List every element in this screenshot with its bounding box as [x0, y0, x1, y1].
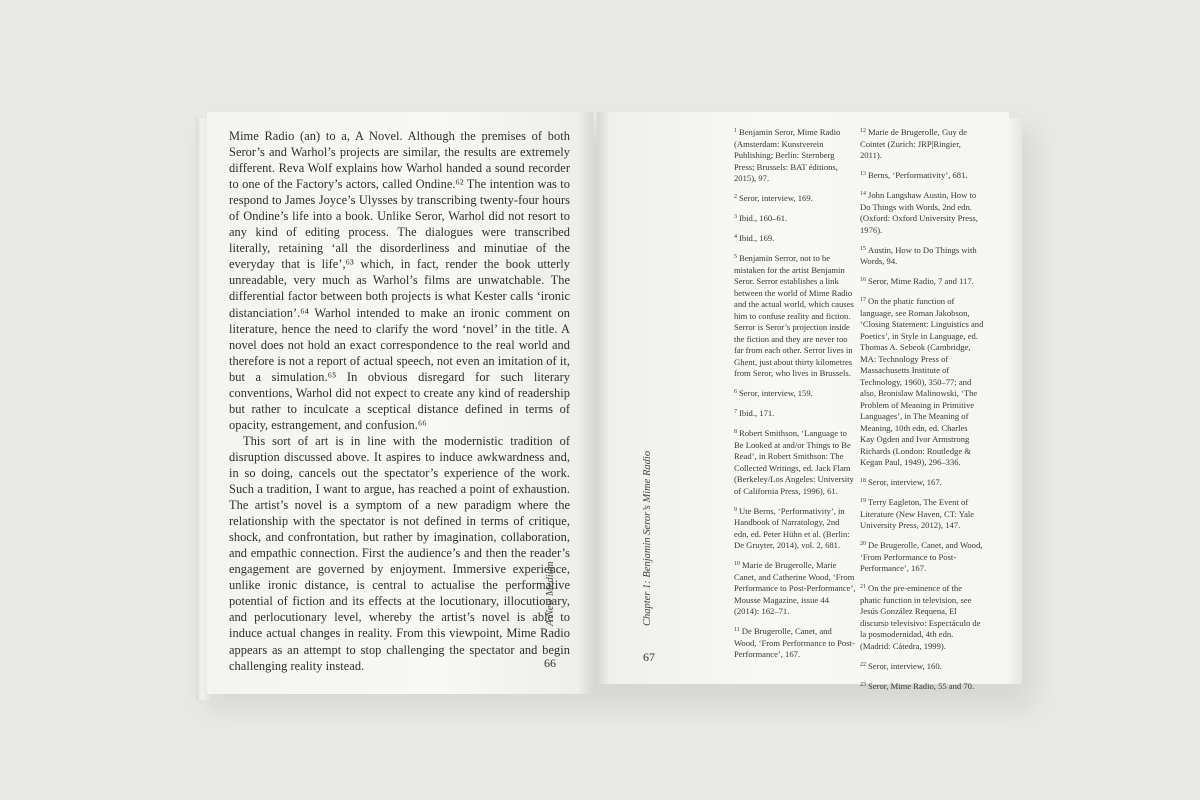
endnote — [734, 625, 856, 661]
endnote-text: Ibid., 169. — [739, 233, 775, 243]
endnote — [860, 244, 984, 268]
endnote-text: Austin, How to Do Things with Words, 94. — [860, 244, 977, 266]
endnote — [734, 559, 856, 618]
running-head-left: A New Medium — [545, 561, 556, 626]
endnote-text: On the pre-eminence of the phatic function in television, see Jesús González Requena, El discurso televisivo: Espectáculo de la posmodernidad, 4th edn. (Madrid: Cátedra, 1999). — [860, 583, 981, 651]
running-head-right: Chapter 1: Benjamin Seror’s Mime Radio — [642, 450, 653, 626]
endnote — [860, 496, 984, 532]
endnote-number: 19 — [860, 498, 866, 504]
endnote — [860, 539, 984, 575]
endnote-text: Seror, Mime Radio, 55 and 70. — [868, 680, 975, 691]
endnote-number: 4 — [734, 234, 737, 240]
endnote-number: 21 — [860, 584, 866, 590]
endnote-text: Ibid., 160–61. — [739, 213, 788, 223]
endnote-number: 18 — [860, 478, 866, 484]
endnote — [734, 407, 856, 420]
endnote-text: Berns, ‘Performativity’, 681. — [868, 170, 968, 180]
endnote — [734, 505, 856, 552]
endnote-number: 20 — [860, 541, 866, 547]
endnote-text: Ibid., 171. — [739, 408, 775, 418]
endnote-text: Benjamin Seror, Mime Radio (Amsterdam: Kunstverein Publishing; Berlin: Sternberg Press; Brussels: BAT éditions, 2015), 97. — [734, 127, 841, 183]
endnote-number: 23 — [860, 681, 866, 688]
endnote — [860, 275, 984, 288]
endnote — [860, 169, 984, 182]
endnote — [860, 189, 984, 236]
endnote-number: 15 — [860, 245, 866, 252]
endnote-text: De Brugerolle, Canet, and Wood, ‘From Performance to Post- Performance’, 167. — [860, 540, 983, 573]
left-page-body — [229, 128, 570, 674]
endnote — [734, 387, 856, 400]
endnote-text: Benjamin Serror, not to be mistaken for the artist Benjamin Seror. Serror establishes a link between the world of Mime Radio and the actual world, which causes him to confuse reality and fiction. Serror is Seror’s projection inside the fiction and they are never too far from each other. Serror lives in Ghent, just about thirty kilometres from Seror, who lives in Brussels. — [734, 253, 854, 378]
endnote — [734, 252, 856, 380]
endnote-number: 10 — [734, 561, 740, 567]
endnote-number: 14 — [860, 191, 866, 197]
paragraph-1: Mime Radio (an) to a, A Novel. Although the premises of both Seror’s and Warhol’s projects are similar, the results are extremely different. Reva Wolf explains how Warhol handed a sound recorder to one of the Factory’s actors, called Ondine.⁶² The intention was to respond to James Joyce’s Ulysses by transcribing twenty-four hours of Ondine’s life into a book. Unlike Seror, Warhol did not resort to any kind of editing process. The dialogues were transcribed literally, retaining ‘all the disorderliness and minutiae of the everyday that is life’,⁶³ which, in fact, render the book utterly unreadable, very much as Warhol’s films are unwatchable. The differential factor between both projects is what Kester calls ‘ironic distanciation’.⁶⁴ Warhol intended to make an ironic comment on literature, hence the need to clarify the word ‘novel’ in the title. A novel does not hold an exact correspondence to the real world and therefore is not a report of actual speech, not even an imitation of it, but a simulation.⁶⁵ In obvious disregard for such literary conventions, Warhol did not expect to create any kind of readership but rather to inculcate a sceptical distance defined in terms of opacity, estrangement, and confusion.⁶⁶ — [229, 129, 570, 432]
endnotes-column-1 — [734, 126, 856, 668]
endnote-number: 1 — [734, 128, 737, 134]
endnote-text: Seror, interview, 167. — [868, 477, 942, 487]
endnote-number: 9 — [734, 506, 737, 513]
endnote-number: 16 — [860, 277, 866, 283]
endnote-text: Seror, interview, 160. — [868, 660, 942, 671]
paragraph-2: This sort of art is in line with the modernistic tradition of disruption discussed above. It aspires to induce awkwardness and, in so doing, cancels out the spectator’s experience of the work. Such a tradition, I want to argue, has reached a point of exhaustion. The artist’s novel is a symptom of a new paradigm where the relationship with the spectator is not defined in terms of critique, shock, and confrontation, but rather by imagination, collaboration, and empathic connection. First the audience’s and then the reader’s engagement are governed by enjoyment. Immersive experience, unlike ironic distance, is central to actualise the performative potential of fiction and its effects at the locutionary, illocutionary, and perlocutionary level, whereby the artist’s novel is able to induce actual changes in reality. From this viewpoint, Mime Radio appears as an attempt to stop challenging the spectator and begin challenging reality instead. — [229, 433, 570, 673]
endnote-number: 3 — [734, 214, 737, 220]
endnote — [860, 295, 984, 469]
endnote — [860, 126, 984, 162]
endnote-text: Seror, interview, 169. — [739, 193, 813, 203]
endnote — [734, 232, 856, 245]
endnote — [734, 126, 856, 185]
endnote-text: John Langshaw Austin, How to Do Things with Words, 2nd edn. (Oxford: Oxford University Press, 1976). — [860, 190, 978, 235]
endnote — [734, 427, 856, 497]
endnote-text: On the phatic function of language, see Roman Jakobson, ‘Closing Statement: Linguistics and Poetics’, in Style in Language, ed. Thomas A. Sebeok (Cambridge, MA: Technology Press of Massachusetts Institute of Technology, 1960), 350–77; and also, Bronislaw Malinowski, ‘The Problem of Meaning in Primitive Languages’, in The Meaning of Meaning, 10th edn, ed. Charles Kay Ogden and Ivor Armstrong Richards (London: Routledge & Kegan Paul, 1949), 296–336. — [860, 296, 984, 467]
endnote-number: 2 — [734, 194, 737, 200]
page-number-right: 67 — [643, 650, 655, 664]
endnote-number: 7 — [734, 409, 737, 415]
endnote — [860, 680, 984, 693]
endnote — [860, 660, 984, 673]
endnotes-column-2 — [860, 126, 984, 700]
endnote-number: 6 — [734, 389, 737, 395]
endnote-text: Ute Berns, ‘Performativity’, in Handbook of Narratology, 2nd edn, ed. Peter Hühn et al. (Berlin: De Gruyter, 2014), vol. 2, 681. — [734, 505, 850, 550]
endnote-text: Seror, interview, 159. — [739, 388, 813, 398]
endnote-text: Robert Smithson, ‘Language to Be Looked at and/or Things to Be Read’, in Robert Smithson: The Collected Writings, ed. Jack Flam (Berkeley/Los Angeles: University of California Press, 1996), 61. — [734, 428, 854, 496]
endnote — [734, 212, 856, 225]
endnote-number: 22 — [860, 661, 866, 668]
endnote-number: 5 — [734, 254, 737, 260]
endnote-number: 12 — [860, 128, 866, 134]
endnote-number: 13 — [860, 171, 866, 177]
endnote-text: Terry Eagleton, The Event of Literature (New Haven, CT: Yale University Press, 2012), 147. — [860, 497, 975, 530]
endnote-text: Marie de Brugerolle, Guy de Cointet (Zurich: JRP|Ringier, 2011). — [860, 127, 968, 160]
endnote — [734, 192, 856, 205]
endnote — [860, 582, 984, 652]
endnote-number: 11 — [734, 627, 740, 633]
page-number-left: 66 — [544, 656, 556, 670]
endnote — [860, 476, 984, 489]
endnote-number: 17 — [860, 297, 866, 303]
endnote-text: Seror, Mime Radio, 7 and 117. — [868, 276, 974, 286]
endnote-text: Marie de Brugerolle, Marie Canet, and Catherine Wood, ‘From Performance to Post-Performance’, Mousse Magazine, issue 44 (2014): 162–71. — [734, 560, 856, 616]
endnote-text: De Brugerolle, Canet, and Wood, ‘From Performance to Post-Performance’, 167. — [734, 626, 855, 659]
endnote-number: 8 — [734, 429, 737, 435]
